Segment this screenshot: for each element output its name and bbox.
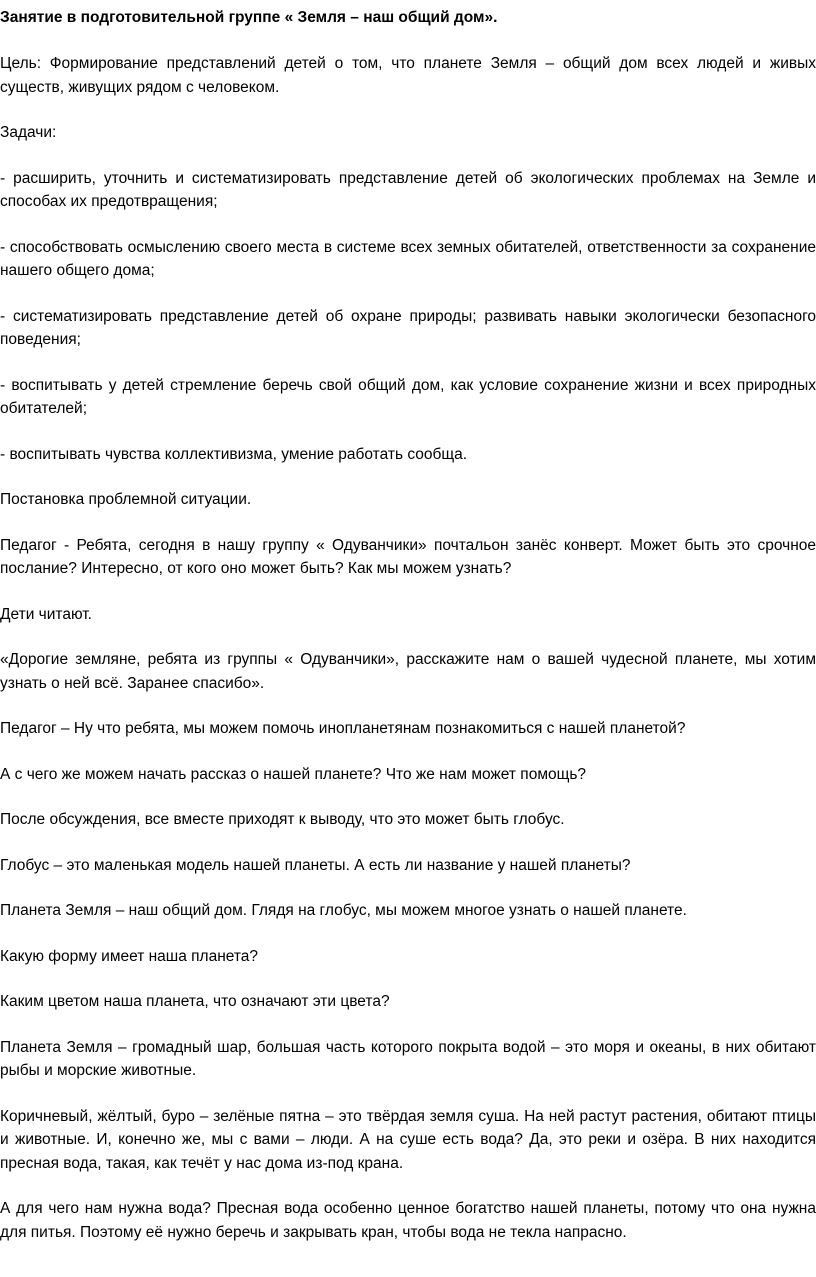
- teacher-paragraph: Педагог – Ну что ребята, мы можем помочь инопланетянам познакомиться с нашей планетой?: [0, 720, 686, 737]
- body-paragraph: Коричневый, жёлтый, буро – зелёные пятна – это твёрдая земля суша. На ней растут растения, обитают птицы и животные. И, конечно же, мы с вами – люди. А на суше есть вода? Да, это реки и озёра. В них находится пресная вода, такая, как течёт у нас дома из-под крана.: [0, 1107, 816, 1172]
- body-paragraph: Планета Земля – наш общий дом. Глядя на глобус, мы можем многое узнать о нашей планете.: [0, 902, 687, 919]
- teacher-paragraph: Педагог - Ребята, сегодня в нашу группу « Одуванчики» почтальон занёс конверт. Может быть это срочное послание? Интересно, от кого оно может быть? Как мы можем узнать?: [0, 536, 816, 577]
- problem-situation-heading: Постановка проблемной ситуации.: [0, 491, 252, 508]
- body-paragraph: После обсуждения, все вместе приходят к выводу, что это может быть глобус.: [0, 811, 565, 828]
- body-paragraph: Каким цветом наша планета, что означают эти цвета?: [0, 993, 390, 1010]
- body-paragraph: Какую форму имеет наша планета?: [0, 947, 259, 965]
- tasks-heading: Задачи:: [0, 124, 57, 141]
- letter-paragraph: «Дорогие земляне, ребята из группы « Одуванчики», расскажите нам о вашей чудесной планете, мы хотим узнать о ней всё. Заранее спасибо».: [0, 651, 816, 692]
- body-paragraph: Глобус – это маленькая модель нашей планеты. А есть ли название у нашей планеты?: [0, 856, 631, 874]
- task-item: - воспитывать у детей стремление беречь свой общий дом, как условие сохранение жизни и всех природных обитателей;: [0, 376, 816, 417]
- goal-paragraph: Цель: Формирование представлений детей о том, что планете Земля – общий дом всех людей и живых существ, живущих рядом с человеком.: [0, 55, 816, 96]
- children-read-paragraph: Дети читают.: [0, 605, 92, 623]
- task-item: - систематизировать представление детей об охране природы; развивать навыки экологически безопасного поведения;: [0, 307, 816, 348]
- body-paragraph: А для чего нам нужна вода? Пресная вода особенно ценное богатство нашей планеты, потому что она нужна для питья. Поэтому её нужно беречь и закрывать кран, чтобы вода не текла напрасно.: [0, 1200, 816, 1241]
- body-paragraph: Планета Земля – громадный шар, большая часть которого покрыта водой – это моря и океаны, в них обитают рыбы и морские животные.: [0, 1038, 816, 1079]
- body-paragraph: А с чего же можем начать рассказ о нашей планете? Что же нам может помощь?: [0, 765, 587, 783]
- task-item: - расширить, уточнить и систематизировать представление детей об экологических проблемах на Земле и способах их предотвращения;: [0, 169, 816, 210]
- task-item: - способствовать осмыслению своего места в системе всех земных обитателей, ответственности за сохранение нашего общего дома;: [0, 238, 816, 279]
- document-title: Занятие в подготовительной группе « Земля – наш общий дом».: [0, 9, 498, 26]
- task-item: - воспитывать чувства коллективизма, умение работать сообща.: [0, 445, 468, 463]
